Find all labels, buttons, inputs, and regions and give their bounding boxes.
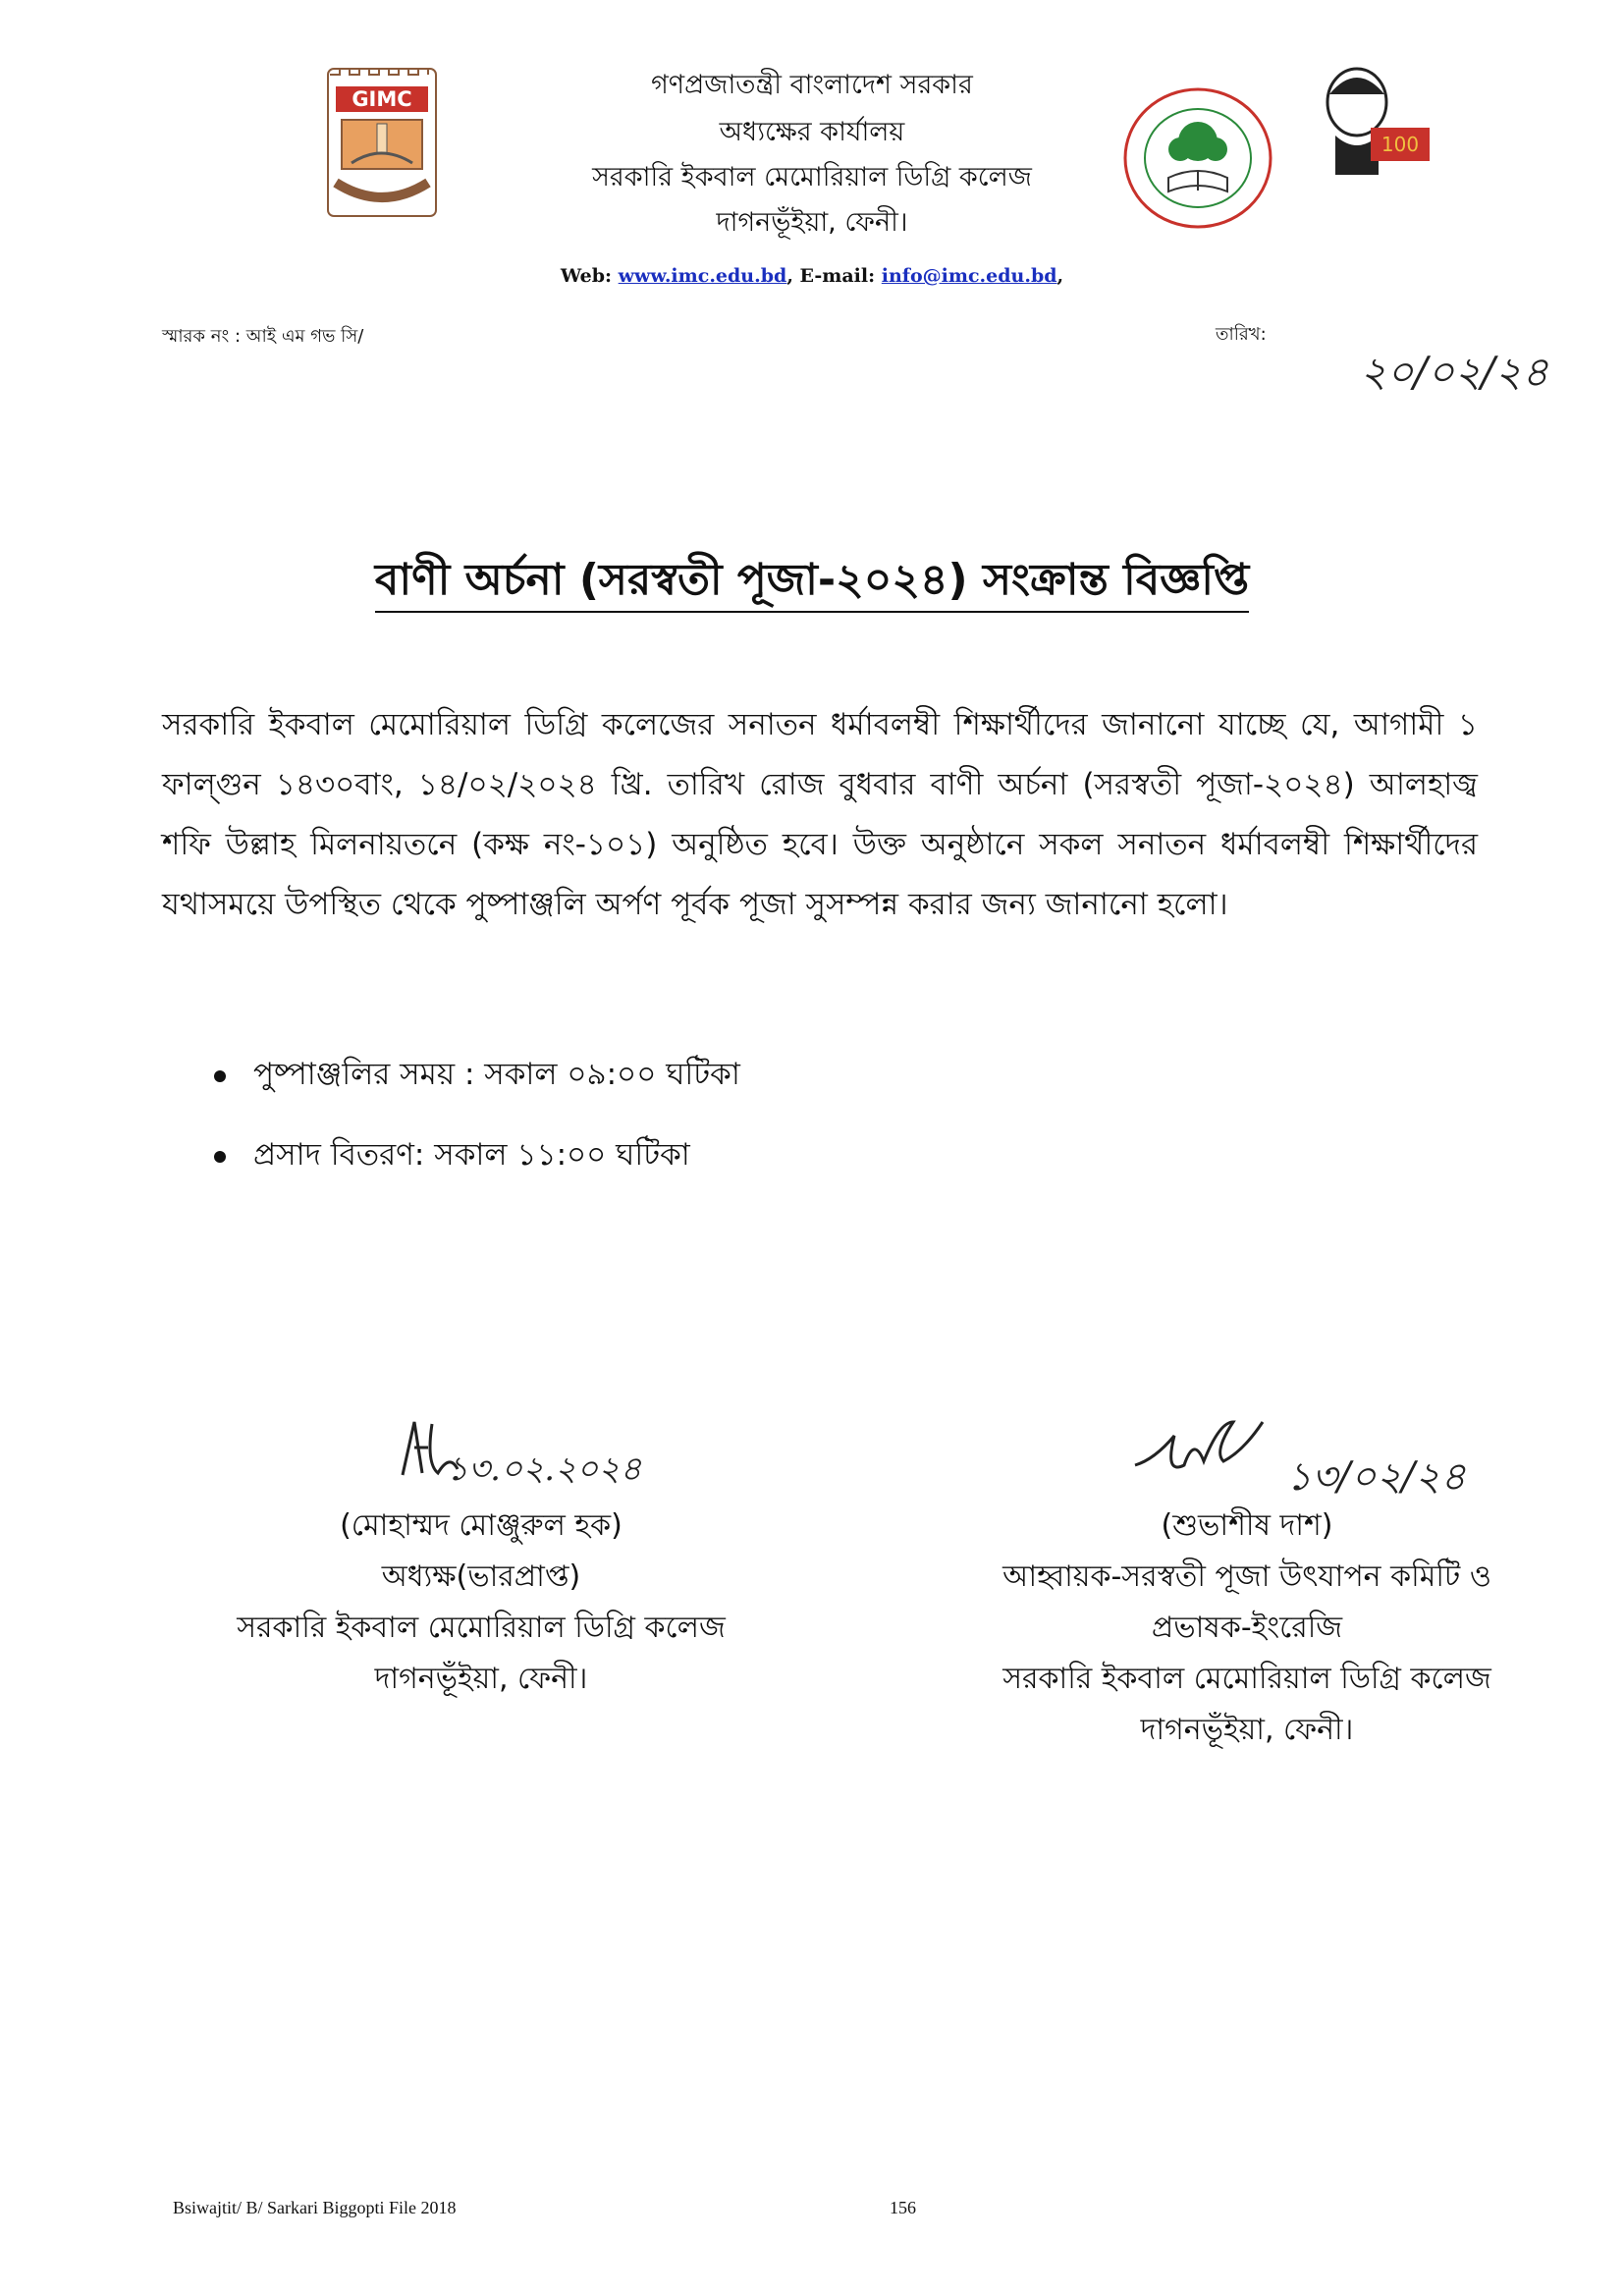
signer-place-right: দাগনভূঁইয়া, ফেনী।	[1140, 1713, 1354, 1747]
web-label: Web:	[560, 265, 613, 287]
header-place: দাগনভূঁইয়া, ফেনী।	[716, 207, 908, 238]
education-emblem	[1119, 84, 1276, 232]
web-link[interactable]: www.imc.edu.bd	[618, 265, 787, 287]
memo-number: স্মারক নং : আই এম গভ সি/	[162, 326, 364, 347]
svg-text:100: 100	[1380, 133, 1420, 156]
signature-left-date: ১৩.০২.২০২৪	[447, 1449, 642, 1489]
notice-body: সরকারি ইকবাল মেমোরিয়াল ডিগ্রি কলেজের সনাতন ধর্মাবলম্বী শিক্ষার্থীদের জানানো যাচ্ছে যে, আগামী ১ ফাল্গুন ১৪৩০বাং, ১৪/০২/২০২৪ খ্রি. তারিখ রোজ বুধবার বাণী অর্চনা (সরস্বতী পূজা-২০২৪) আলহাজ্ব শফি উল্লাহ মিলনায়তনে (কক্ষ নং-১০১) অনুষ্ঠিত হবে। উক্ত অনুষ্ঠানে সকল সনাতন ধর্মাবলম্বী শিক্ষার্থীদের যথাসময়ে উপস্থিত থেকে পুষ্পাঞ্জলি অর্পণ পূর্বক পূজা সুসম্পন্ন করার জন্য জানানো হলো।	[162, 707, 1478, 922]
notice-title-text: বাণী অর্চনা (সরস্বতী পূজা-২০২৪) সংক্রান্ত বিজ্ঞপ্তি	[375, 555, 1249, 613]
email-suffix: ,	[1056, 265, 1064, 287]
signature-right-date: ১৩/০২/২৪	[1286, 1454, 1466, 1500]
signer-role2-right: প্রভাষক-ইংরেজি	[1151, 1611, 1343, 1645]
centenary-emblem	[1306, 59, 1443, 177]
bullet-text: প্রসাদ বিতরণ: সকাল ১১:০০ ঘটিকা	[253, 1137, 690, 1173]
list-item	[214, 1131, 690, 1182]
memo-date-label: তারিখ:	[1216, 324, 1267, 345]
bullet-text: পুষ্পাঞ্জলির সময় : সকাল ০৯:০০ ঘটিকা	[253, 1057, 740, 1092]
signer-name-right: (শুভাশীষ দাশ)	[1161, 1508, 1333, 1543]
college-logo-text: GIMC	[352, 87, 412, 111]
email-label: , E-mail:	[786, 265, 876, 287]
header-office: অধ্যক্ষের কার্যালয়	[719, 117, 905, 147]
bullet-dot	[214, 1151, 226, 1163]
signer-name-left: (মোহাম্মদ মোঞ্জুরুল হক)	[340, 1508, 623, 1543]
signer-org-left: সরকারি ইকবাল মেমোরিয়াল ডিগ্রি কলেজ	[237, 1611, 726, 1645]
signer-role-right: আহ্বায়ক-সরস্বতী পূজা উৎযাপন কমিটি ও	[1002, 1559, 1491, 1594]
signer-org-right: সরকারি ইকবাল মেমোরিয়াল ডিগ্রি কলেজ	[1002, 1662, 1491, 1696]
list-item	[214, 1051, 740, 1102]
signer-place-left: দাগনভূঁইয়া, ফেনী।	[374, 1662, 588, 1696]
signature-block-right	[903, 1501, 1591, 1756]
portrait-centenary-icon	[1306, 59, 1443, 177]
signature-block-left	[157, 1501, 805, 1705]
notice-title	[0, 547, 1624, 619]
memo-date-handwritten: ২০/০২/২৪	[1360, 348, 1549, 396]
email-link[interactable]: info@imc.edu.bd	[881, 265, 1057, 287]
header-contact	[0, 265, 1624, 287]
header-college: সরকারি ইকবাল মেমোরিয়াল ডিগ্রি কলেজ	[592, 162, 1032, 192]
bullet-dot	[214, 1070, 226, 1082]
footer-file-ref: Bsiwajtit/ B/ Sarkari Biggopti File 2018	[173, 2198, 457, 2217]
education-emblem-icon	[1119, 84, 1276, 232]
signer-role-left: অধ্যক্ষ(ভারপ্রাপ্ত)	[381, 1559, 581, 1594]
header-govt: গণপ্রজাতন্ত্রী বাংলাদেশ সরকার	[651, 70, 973, 100]
page-number: 156	[890, 2198, 916, 2217]
